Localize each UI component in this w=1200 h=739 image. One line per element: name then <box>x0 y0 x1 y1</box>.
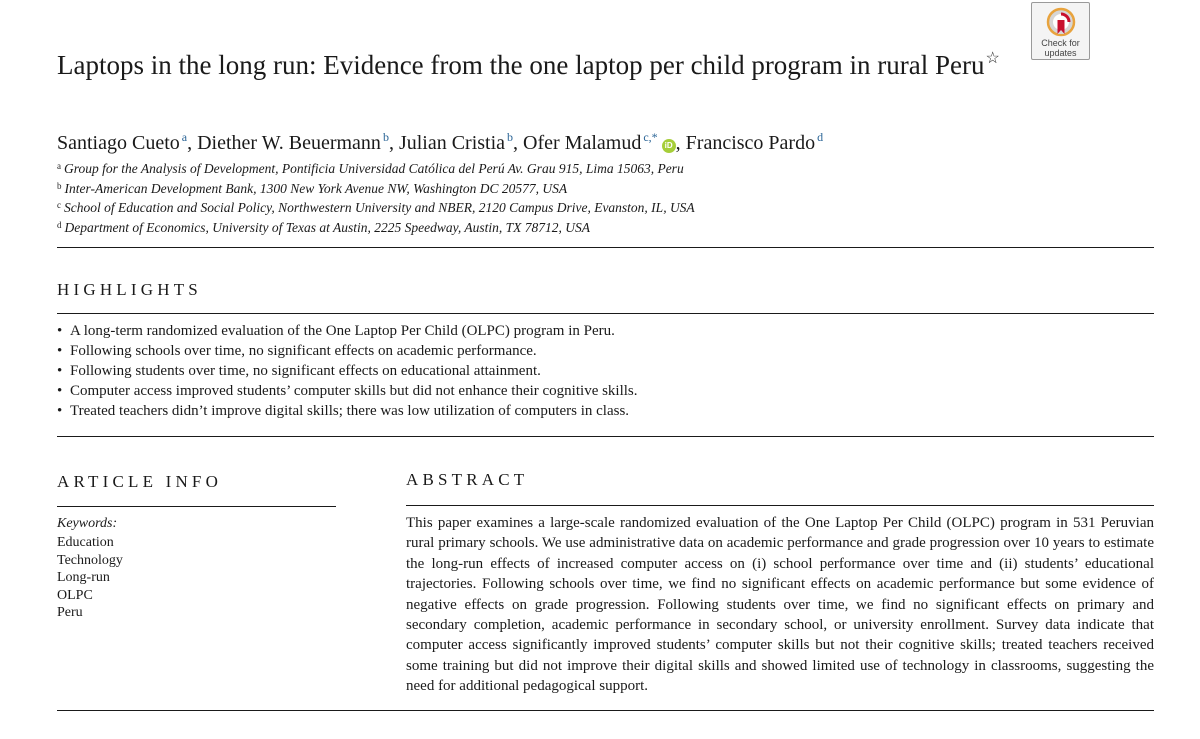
divider-top <box>57 247 1154 248</box>
list-item: • Following schools over time, no significant effects on academic performance. <box>57 341 638 361</box>
affiliation-item <box>57 158 695 178</box>
paper-title <box>57 40 1037 84</box>
affiliation-text: Inter-American Development Bank, 1300 New York Avenue NW, Washington DC 20577, USA <box>64 180 568 196</box>
keyword-item: OLPC <box>57 587 93 603</box>
author-affiliation-marker[interactable]: b <box>507 130 514 144</box>
affiliation-text: Group for the Analysis of Development, Pontificia Universidad Católica del Perú Av. Grau 915, Lima 15063, Peru <box>64 161 684 176</box>
abstract-heading: ABSTRACT <box>406 470 529 489</box>
divider-article-info <box>57 506 336 507</box>
author-name[interactable]: Diether W. Beuermann <box>197 132 381 154</box>
author-name[interactable]: Ofer Malamud <box>523 132 642 154</box>
author-name[interactable]: Santiago Cueto <box>57 132 180 154</box>
affiliation-text: Department of Economics, University of Texas at Austin, 2225 Speedway, Austin, TX 78712, USA <box>64 219 590 235</box>
crossmark-icon <box>1045 6 1077 38</box>
author-name[interactable]: Francisco Pardo <box>685 132 816 154</box>
keyword-item: Education <box>57 535 114 550</box>
article-info-heading: ARTICLE INFO <box>57 472 223 491</box>
title-footnote-star-icon[interactable]: ☆ <box>985 50 1000 67</box>
author-affiliation-marker[interactable]: a <box>181 130 188 144</box>
affiliation-label: d <box>57 219 62 230</box>
abstract-text: This paper examines a large-scale randomized evaluation of the One Laptop Per Child (OLPC) program in 531 Peruvian rural primary schools. We use administrative data on academic performance and grade progression over 10 years to estimate the long-run effects of increased computer access on (i) school performance over time and (ii) students’ educational trajectories. Following schools over time, we find no significant effects on academic performance but some evidence of negative effects on grade progression. Following students over time, we find no significant effects on primary and secondary completion, academic performance in secondary school, or university enrollment. Survey data indicate that computer access significantly improved students’ computer skills but not their cognitive skills; treated teachers received some training but did not improve their digital skills and showed limited use of technology in classrooms, suggesting the need for additional pedagogical support. <box>406 515 1154 695</box>
paper-title-text: Laptops in the long run: Evidence from the one laptop per child program in rural Peru <box>57 50 985 80</box>
affiliation-item <box>57 178 695 198</box>
highlights-list <box>57 321 638 421</box>
orcid-icon[interactable]: iD <box>662 139 676 153</box>
badge-label-line1: Check for <box>1041 38 1080 48</box>
author-name[interactable]: Julian Cristia <box>398 132 506 154</box>
keyword-item: Technology <box>57 552 123 568</box>
affiliation-item <box>57 197 695 217</box>
list-item: • Computer access improved students’ computer skills but did not enhance their cognitive skills. <box>57 381 638 401</box>
keyword-item: Long-run <box>57 570 110 586</box>
divider-abstract <box>406 505 1154 506</box>
list-item: • Treated teachers didn’t improve digital skills; there was low utilization of computers in class. <box>57 401 638 421</box>
keyword-item: Peru <box>57 605 83 621</box>
highlights-heading: HIGHLIGHTS <box>57 280 202 299</box>
author-affiliation-marker[interactable]: d <box>817 130 824 144</box>
list-item: • Following students over time, no significant effects on educational attainment. <box>57 361 638 381</box>
divider-bottom <box>57 710 1154 711</box>
author-affiliation-marker[interactable]: c,* <box>643 130 658 144</box>
affiliation-label: b <box>57 180 62 191</box>
affiliation-label: c <box>57 200 61 210</box>
affiliation-list <box>57 158 695 236</box>
keywords-label: Keywords: <box>57 516 118 531</box>
author-affiliation-marker[interactable]: b <box>382 130 389 144</box>
divider-highlights <box>57 313 1154 314</box>
affiliation-item <box>57 217 695 237</box>
affiliation-text: School of Education and Social Policy, Northwestern University and NBER, 2120 Campus Drive, Evanston, IL, USA <box>64 200 695 215</box>
check-for-updates-badge[interactable] <box>1031 2 1090 60</box>
list-item: • A long-term randomized evaluation of the One Laptop Per Child (OLPC) program in Peru. <box>57 321 638 341</box>
affiliation-label: a <box>57 161 61 171</box>
divider-after-highlights <box>57 436 1154 437</box>
badge-label-line2: updates <box>1044 48 1077 58</box>
author-list: Santiago Cueto $^a$, Diether W. Beuermann $^b$, Julian Cristia $^b$, Ofer Malamud $^{c,*}$iD , Francisco Pardo $^d$ <box>57 130 824 154</box>
keywords-list <box>57 534 123 622</box>
